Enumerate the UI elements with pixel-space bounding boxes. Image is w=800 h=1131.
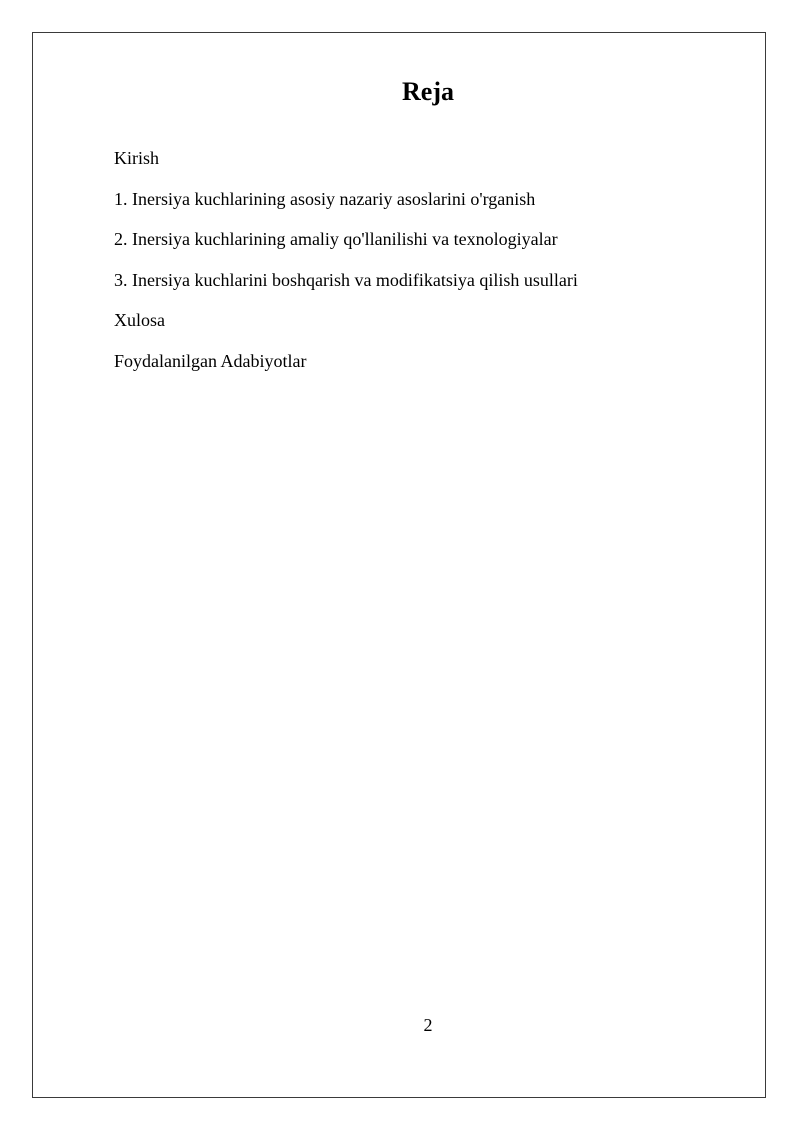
- toc-item-introduction: Kirish: [114, 148, 159, 168]
- table-of-contents: [114, 146, 578, 389]
- page-number: 2: [423, 1015, 433, 1035]
- toc-item-references: Foydalanilgan Adabiyotlar: [114, 350, 307, 371]
- toc-item-chapter-2: 2. Inersiya kuchlarining amaliy qo'llanilishi va texnologiyalar: [114, 229, 558, 249]
- toc-item-conclusion: Xulosa: [114, 310, 165, 330]
- toc-item-chapter-1: 1. Inersiya kuchlarining asosiy nazariy asoslarini o'rganish: [114, 188, 536, 209]
- toc-item-chapter-3: 3. Inersiya kuchlarini boshqarish va modifikatsiya qilish usullari: [114, 269, 578, 290]
- page-title: Reja: [402, 77, 454, 106]
